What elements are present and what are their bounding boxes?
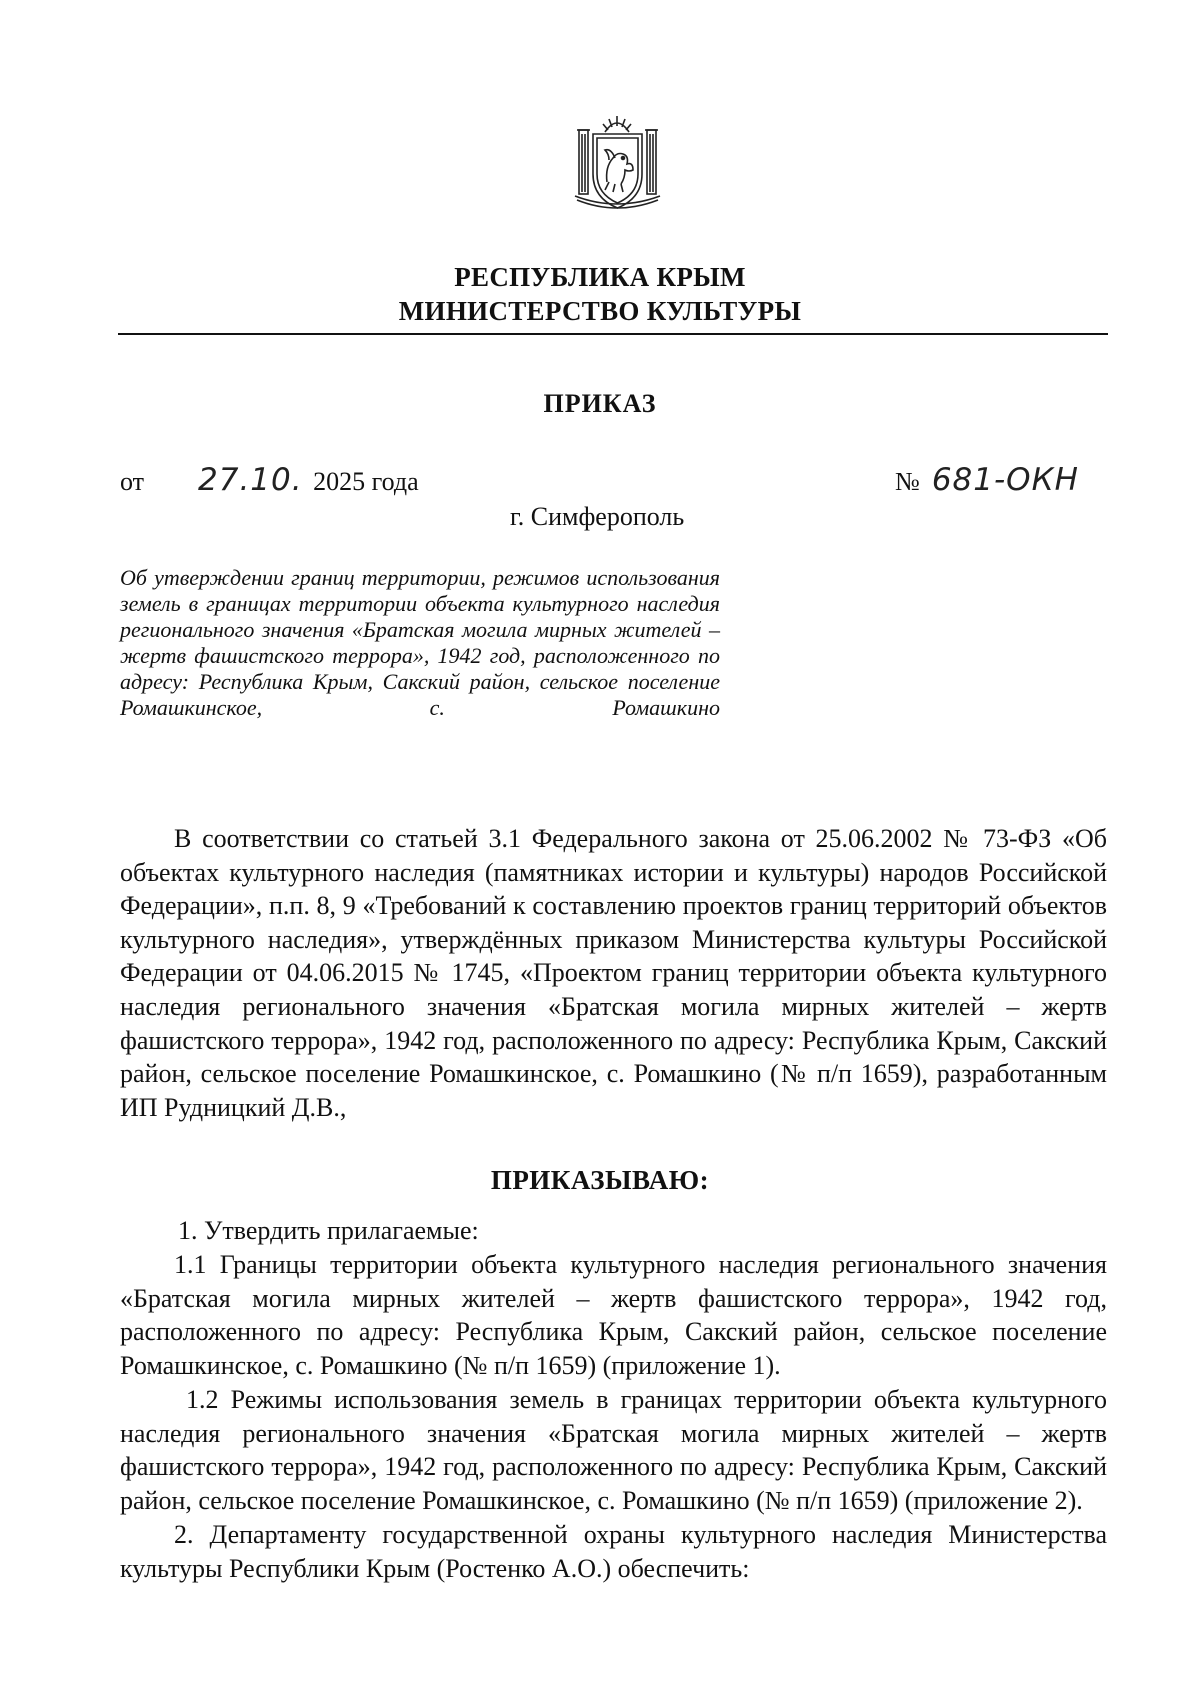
- header-republic: РЕСПУБЛИКА КРЫМ: [454, 262, 746, 292]
- item-1-2: 1.2 Режимы использования земель в границах территории объекта культурного наследия регионального значения «Братская могила мирных жителей – жертв фашистского террора», 1942 год, расположенного по адресу: Республика Крым, Сакский район, сельское поселение Ромашкинское, с. Ромашкино (№ п/п 1659) (приложение 2).: [120, 1385, 1107, 1515]
- header-ministry: МИНИСТЕРСТВО КУЛЬТУРЫ: [398, 296, 802, 326]
- number-handwritten: 681-ОКН: [931, 462, 1079, 498]
- date-handwritten: 27.10.: [198, 462, 303, 498]
- order-number: [895, 462, 1079, 498]
- city: г. Симферополь: [510, 502, 685, 531]
- preamble-paragraph: В соответствии со статьей 3.1 Федерального закона от 25.06.2002 № 73-ФЗ «Об объектах культурного наследия (памятниках истории и культуры) народов Российской Федерации», п.п. 8, 9 «Требований к составлению проектов границ территорий объектов культурного наследия», утверждённых приказом Министерства культуры Российской Федерации от 04.06.2015 № 1745, «Проектом границ территории объекта культурного наследия регионального значения «Братская могила мирных жителей – жертв фашистского террора», 1942 год, расположенного по адресу: Республика Крым, Сакский район, сельское поселение Ромашкинское, с. Ромашкино (№ п/п 1659), разработанным ИП Рудницкий Д.В.,: [120, 824, 1107, 1122]
- item-2: 2. Департаменту государственной охраны культурного наследия Министерства культуры Республики Крым (Ростенко А.О.) обеспечить:: [120, 1520, 1107, 1583]
- number-prefix: №: [895, 467, 920, 496]
- date-prefix: от: [120, 467, 145, 496]
- order-command: ПРИКАЗЫВАЮ:: [490, 1165, 710, 1195]
- header-divider: [118, 333, 1108, 335]
- item-1: 1. Утвердить прилагаемые:: [178, 1216, 479, 1245]
- date-printed: 2025 года: [313, 467, 419, 496]
- order-title: ПРИКАЗ: [543, 389, 657, 418]
- item-1-1: 1.1 Границы территории объекта культурного наследия регионального значения «Братская могила мирных жителей – жертв фашистского террора», 1942 год, расположенного по адресу: Республика Крым, Сакский район, сельское поселение Ромашкинское, с. Ромашкино (№ п/п 1659) (приложение 1).: [120, 1250, 1107, 1380]
- order-subject: Об утверждении границ территории, режимов использования земель в границах территории объекта культурного наследия регионального значения «Братская могила мирных жителей – жертв фашистского террора», 1942 год, расположенного по адресу: Республика Крым, Сакский район, сельское поселение Ромашкинское, с. Ромашкино: [120, 565, 720, 720]
- order-date: [120, 462, 520, 498]
- crimea-coat-of-arms-icon: [565, 112, 670, 217]
